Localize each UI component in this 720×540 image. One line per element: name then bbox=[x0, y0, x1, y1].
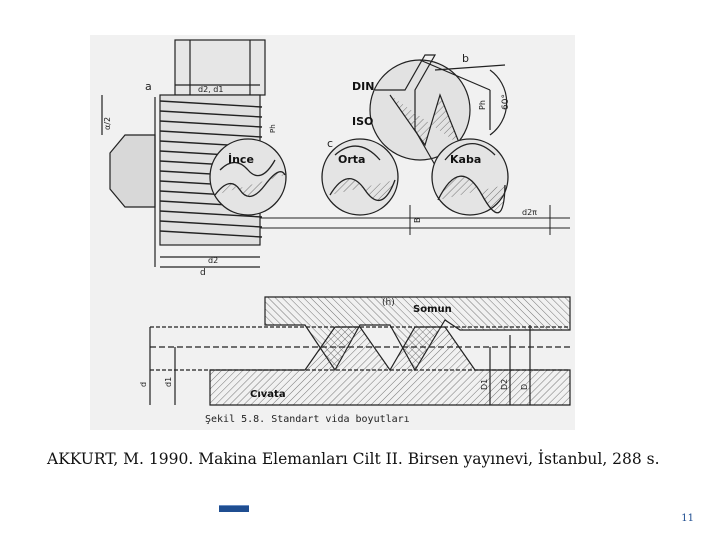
label-D1: D1 bbox=[480, 378, 489, 390]
label-civata: Cıvata bbox=[250, 389, 286, 400]
technical-drawing-figure bbox=[90, 35, 575, 430]
label-b: b bbox=[462, 52, 469, 65]
label-alpha-half: α/2 bbox=[103, 116, 112, 130]
label-c: c bbox=[327, 137, 334, 150]
label-d1: d1 bbox=[164, 376, 173, 387]
label-ph-right: Ph bbox=[478, 100, 487, 110]
label-B: B bbox=[413, 217, 422, 223]
label-d-bottom: d bbox=[139, 381, 148, 387]
label-din: DIN bbox=[352, 80, 375, 93]
label-orta: Orta bbox=[338, 153, 366, 166]
slide-nav-bar[interactable] bbox=[219, 505, 249, 512]
label-ph-left: Ph bbox=[269, 124, 277, 133]
label-d2pi: d2π bbox=[522, 208, 537, 217]
thread-pitch-circles bbox=[210, 139, 508, 215]
label-D: D bbox=[520, 383, 529, 390]
label-somun: Somun bbox=[413, 304, 452, 315]
label-60deg: 60° bbox=[501, 94, 511, 110]
label-ince: İnce bbox=[228, 153, 254, 166]
figure-citation: AKKURT, M. 1990. Makina Elemanları Cilt II. Birsen yayınevi, İstanbul, 288 s. bbox=[47, 450, 660, 468]
label-kaba: Kaba bbox=[450, 153, 482, 166]
label-a: a bbox=[145, 80, 152, 93]
label-d: d bbox=[200, 268, 206, 278]
figure-inner-caption: Şekil 5.8. Standart vida boyutları bbox=[205, 414, 410, 425]
label-iso: ISO bbox=[352, 115, 374, 128]
label-d2: d2 bbox=[208, 256, 219, 265]
thread-dimension-drawing bbox=[90, 35, 575, 430]
label-h-top: (h) bbox=[382, 298, 395, 308]
label-D2: D2 bbox=[500, 378, 509, 390]
page-number: 11 bbox=[681, 513, 694, 524]
label-d2-d1: d2, d1 bbox=[198, 85, 224, 94]
